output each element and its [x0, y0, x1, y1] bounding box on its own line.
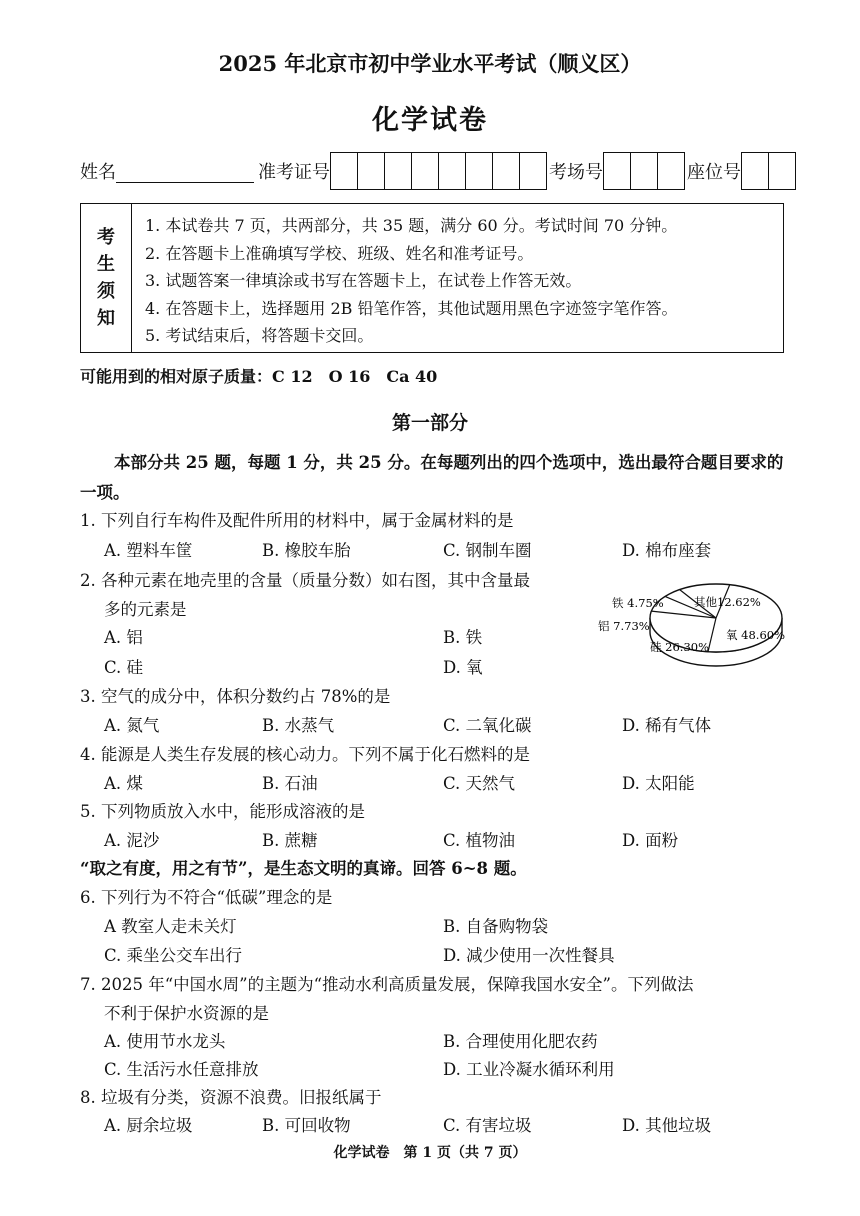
- q3-option-d: D. 稀有气体: [622, 716, 712, 735]
- atomic-mass-line: [80, 364, 437, 387]
- pie-label-iron: 铁 4.75%: [612, 596, 664, 610]
- page-footer: 化学试卷 第 1 页（共 7 页）: [333, 1145, 527, 1161]
- notice-heading: [81, 204, 132, 352]
- notice-item: 1. 本试卷共 7 页，共两部分，共 35 题，满分 60 分。考试时间 70 分钟。: [145, 216, 678, 235]
- q5-option-a: A. 泥沙: [104, 831, 160, 850]
- q2-option-c: C. 硅: [104, 658, 144, 677]
- room-boxes[interactable]: [603, 152, 685, 190]
- q2-option-d: D. 氧: [443, 658, 483, 677]
- notice-heading-char: 须: [97, 281, 115, 302]
- pie-label-other: 其他12.62%: [694, 595, 761, 609]
- atomic-mass-label: 可能用到的相对原子质量：: [80, 367, 273, 386]
- q5-option-c: C. 植物油: [443, 831, 516, 850]
- pie-label-silicon: 硅 26.30%: [650, 640, 710, 654]
- q2-option-b: B. 铁: [443, 628, 483, 647]
- pie-label-oxygen: 氧 48.60%: [726, 628, 786, 642]
- q1-option-d: D. 棉布座套: [622, 541, 712, 560]
- q4-option-a: A. 煤: [104, 774, 143, 793]
- q1-option-a: A. 塑料车筐: [104, 541, 193, 560]
- part-title: 第一部分: [391, 412, 468, 434]
- pie-label-aluminum: 铝 7.73%: [598, 619, 650, 633]
- candidate-info-row: [80, 152, 798, 190]
- notice-item: 3. 试题答案一律填涂或书写在答题卡上，在试卷上作答无效。: [145, 271, 582, 290]
- room-label: 考场号: [549, 162, 603, 183]
- q8-option-c: C. 有害垃圾: [443, 1116, 532, 1135]
- atomic-mass-values: C 12 O 16 Ca 40: [272, 367, 438, 386]
- q6-option-a: A 教室人走未关灯: [104, 917, 237, 936]
- part-intro: 本部分共 25 题，每题 1 分，共 25 分。在每题列出的四个选项中，选出最符合题目要求的一项。: [80, 453, 784, 502]
- exam-no-label: 准考证号: [258, 162, 330, 183]
- name-field[interactable]: [116, 160, 254, 183]
- q8-option-d: D. 其他垃圾: [622, 1116, 712, 1135]
- crust-element-pie-chart: [596, 560, 792, 692]
- q3-option-b: B. 水蒸气: [262, 716, 335, 735]
- q5-option-b: B. 蔗糖: [262, 831, 318, 850]
- q4-option-b: B. 石油: [262, 774, 318, 793]
- q4-option-c: C. 天然气: [443, 774, 516, 793]
- q3-option-c: C. 二氧化碳: [443, 716, 532, 735]
- seat-label: 座位号: [687, 162, 741, 183]
- exam-no-boxes[interactable]: [330, 152, 547, 190]
- q7-option-d: D. 工业冷凝水循环利用: [443, 1060, 615, 1079]
- q7-option-b: B. 合理使用化肥农药: [443, 1032, 598, 1051]
- question-2-stem-cont: 多的元素是: [104, 600, 187, 619]
- notice-list: [145, 212, 677, 350]
- question-2-stem: 2. 各种元素在地壳里的含量（质量分数）如右图，其中含量最: [80, 571, 530, 590]
- notice-heading-char: 生: [97, 254, 115, 275]
- notice-item: 2. 在答题卡上准确填写学校、班级、姓名和准考证号。: [145, 243, 534, 263]
- q2-option-a: A. 铝: [104, 628, 143, 647]
- seat-boxes[interactable]: [741, 152, 796, 190]
- q4-option-d: D. 太阳能: [622, 774, 695, 793]
- question-7-stem: 7. 2025 年“中国水周”的主题为“推动水利高质量发展，保障我国水安全”。下列做法: [80, 975, 694, 994]
- q6-option-b: B. 自备购物袋: [443, 917, 549, 936]
- q3-option-a: A. 氮气: [104, 716, 160, 735]
- q6-option-d: D. 减少使用一次性餐具: [443, 946, 615, 965]
- paper-title: 化学试卷: [372, 105, 488, 136]
- exam-title: 2025 年北京市初中学业水平考试（顺义区）: [218, 51, 642, 76]
- passage-intro: “取之有度，用之有节”，是生态文明的真谛。回答 6~8 题。: [80, 859, 527, 878]
- q7-option-c: C. 生活污水任意排放: [104, 1060, 259, 1079]
- question-3-stem: 3. 空气的成分中，体积分数约占 78%的是: [80, 687, 391, 706]
- notice-heading-char: 考: [97, 227, 115, 248]
- question-5-stem: 5. 下列物质放入水中，能形成溶液的是: [80, 802, 365, 821]
- question-7-stem-cont: 不利于保护水资源的是: [104, 1004, 269, 1023]
- q1-option-b: B. 橡胶车胎: [262, 541, 351, 560]
- question-6-stem: 6. 下列行为不符合“低碳”理念的是: [80, 888, 333, 907]
- q6-option-c: C. 乘坐公交车出行: [104, 946, 243, 965]
- q5-option-d: D. 面粉: [622, 831, 679, 850]
- candidate-notice-box: [80, 203, 784, 353]
- q1-option-c: C. 钢制车圈: [443, 541, 532, 560]
- question-1-stem: 1. 下列自行车构件及配件所用的材料中，属于金属材料的是: [80, 511, 514, 530]
- q8-option-b: B. 可回收物: [262, 1116, 351, 1135]
- notice-item: 4. 在答题卡上，选择题用 2B 铅笔作答，其他试题用黑色字迹签字笔作答。: [145, 298, 678, 318]
- q8-option-a: A. 厨余垃圾: [104, 1116, 193, 1135]
- question-8-stem: 8. 垃圾有分类，资源不浪费。旧报纸属于: [80, 1088, 382, 1107]
- name-label: 姓名: [80, 162, 116, 183]
- q7-option-a: A. 使用节水龙头: [104, 1032, 226, 1051]
- notice-item: 5. 考试结束后，将答题卡交回。: [145, 326, 374, 345]
- notice-heading-char: 知: [97, 308, 115, 329]
- question-4-stem: 4. 能源是人类生存发展的核心动力。下列不属于化石燃料的是: [80, 745, 530, 764]
